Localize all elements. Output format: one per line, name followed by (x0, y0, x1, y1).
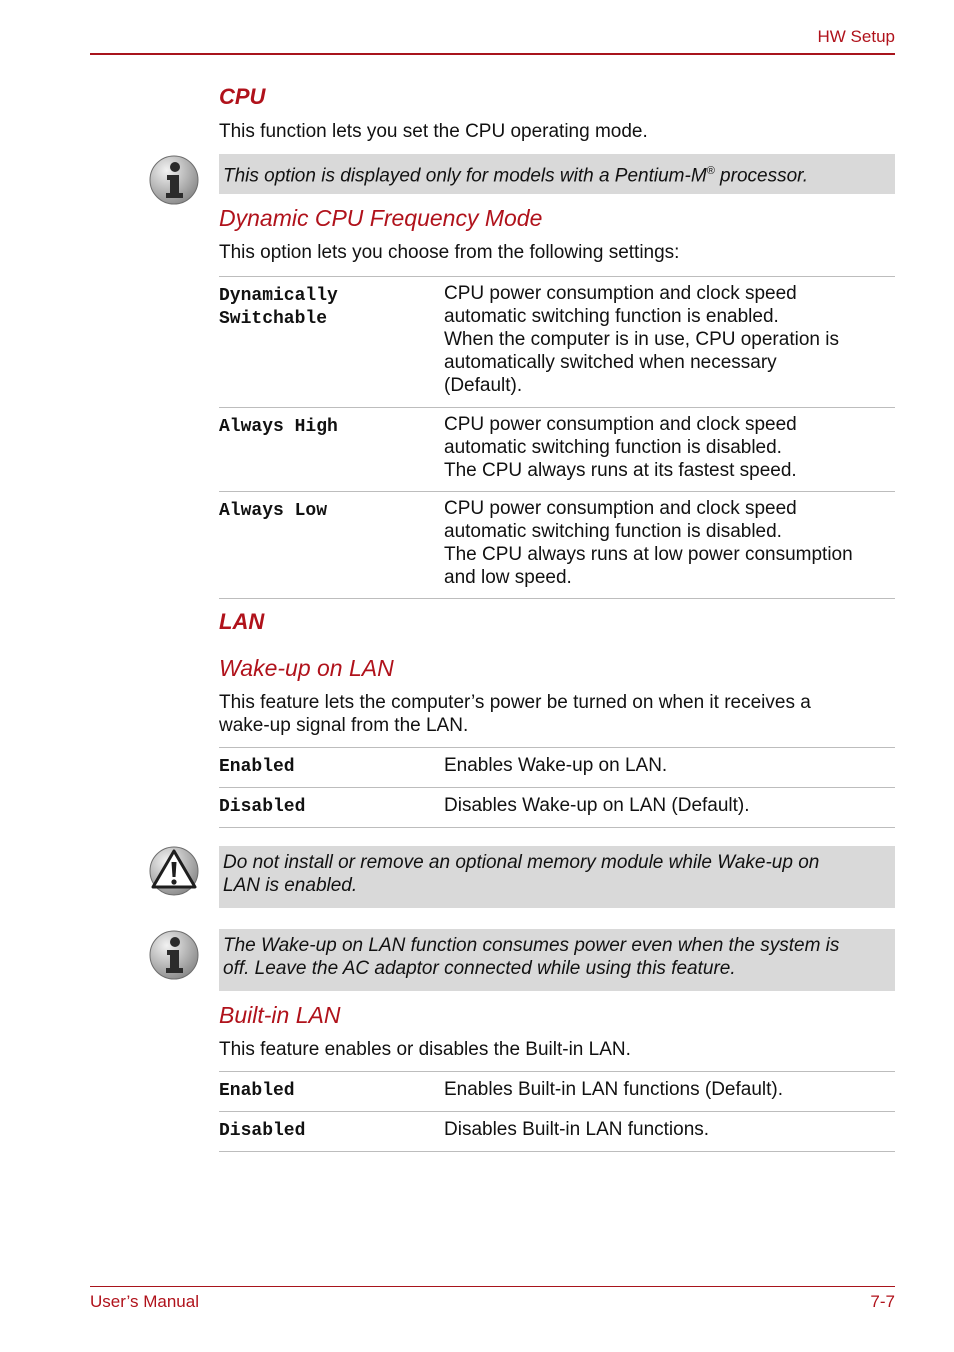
dynamic-cpu-table (219, 276, 895, 599)
option-desc: Enables Built-in LAN functions (Default). (444, 1079, 783, 1100)
info-note-line: The Wake-up on LAN function consumes power even when the system is (223, 935, 840, 956)
option-desc: The CPU always runs at its fastest speed. (444, 460, 797, 481)
cpu-note-text: This option is displayed only for models with a Pentium-M (223, 165, 707, 187)
caution-icon (148, 845, 200, 897)
page-number: 7-7 (870, 1292, 895, 1311)
option-key: Enabled (219, 757, 295, 777)
wake-on-lan-heading: Wake-up on LAN (219, 655, 394, 681)
registered-mark: ® (706, 165, 715, 177)
header-section-title: HW Setup (817, 27, 895, 46)
option-key: Dynamically (219, 286, 338, 306)
option-desc: automatically switched when necessary (444, 352, 777, 373)
info-icon (148, 929, 200, 981)
built-in-lan-table (219, 1071, 895, 1152)
option-key: Disabled (219, 1121, 306, 1141)
wake-on-lan-intro-line: This feature lets the computer’s power be turned on when it receives a (219, 692, 811, 713)
info-note (219, 929, 895, 991)
option-desc: and low speed. (444, 567, 572, 588)
option-key: Enabled (219, 1081, 295, 1101)
cpu-note (219, 154, 895, 194)
info-icon (148, 154, 200, 206)
caution-note-line: Do not install or remove an optional memory module while Wake-up on (223, 852, 820, 873)
table-row (219, 1112, 895, 1152)
wake-on-lan-intro (219, 691, 879, 737)
option-desc: CPU power consumption and clock speed (444, 283, 797, 304)
table-row (219, 1072, 895, 1112)
footer-rule (90, 1286, 895, 1287)
option-desc: Disables Built-in LAN functions. (444, 1119, 710, 1140)
option-key: Always Low (219, 501, 328, 521)
option-desc: The CPU always runs at low power consumption (444, 544, 853, 565)
option-key: Always High (219, 417, 338, 437)
built-in-lan-heading: Built-in LAN (219, 1002, 341, 1028)
option-desc: Enables Wake-up on LAN. (444, 755, 668, 776)
caution-note-line: LAN is enabled. (223, 875, 358, 896)
cpu-note-text-end: processor. (714, 165, 809, 187)
header-rule (90, 53, 895, 55)
option-desc: automatic switching function is enabled. (444, 306, 779, 327)
option-desc: automatic switching function is disabled. (444, 521, 782, 542)
wake-on-lan-intro-line: wake-up signal from the LAN. (219, 715, 469, 736)
dynamic-cpu-heading: Dynamic CPU Frequency Mode (219, 205, 543, 231)
table-row (219, 748, 895, 788)
table-row (219, 277, 895, 408)
option-desc: (Default). (444, 375, 523, 396)
table-row (219, 788, 895, 828)
option-desc: Disables Wake-up on LAN (Default). (444, 795, 750, 816)
footer-manual-title: User’s Manual (90, 1292, 199, 1311)
cpu-heading: CPU (219, 84, 266, 109)
dynamic-cpu-intro: This option lets you choose from the following settings: (219, 242, 680, 263)
option-key: Disabled (219, 797, 306, 817)
option-desc: CPU power consumption and clock speed (444, 498, 797, 519)
caution-note (219, 846, 895, 908)
info-note-line: off. Leave the AC adaptor connected while using this feature. (223, 958, 736, 979)
wake-on-lan-table (219, 747, 895, 828)
option-desc: When the computer is in use, CPU operation is (444, 329, 839, 350)
lan-heading: LAN (219, 609, 265, 634)
table-row (219, 408, 895, 492)
option-key: Switchable (219, 309, 328, 329)
built-in-lan-intro: This feature enables or disables the Built-in LAN. (219, 1039, 631, 1060)
option-desc: CPU power consumption and clock speed (444, 414, 797, 435)
option-desc: automatic switching function is disabled. (444, 437, 782, 458)
table-row (219, 492, 895, 599)
cpu-intro: This function lets you set the CPU operating mode. (219, 121, 648, 142)
